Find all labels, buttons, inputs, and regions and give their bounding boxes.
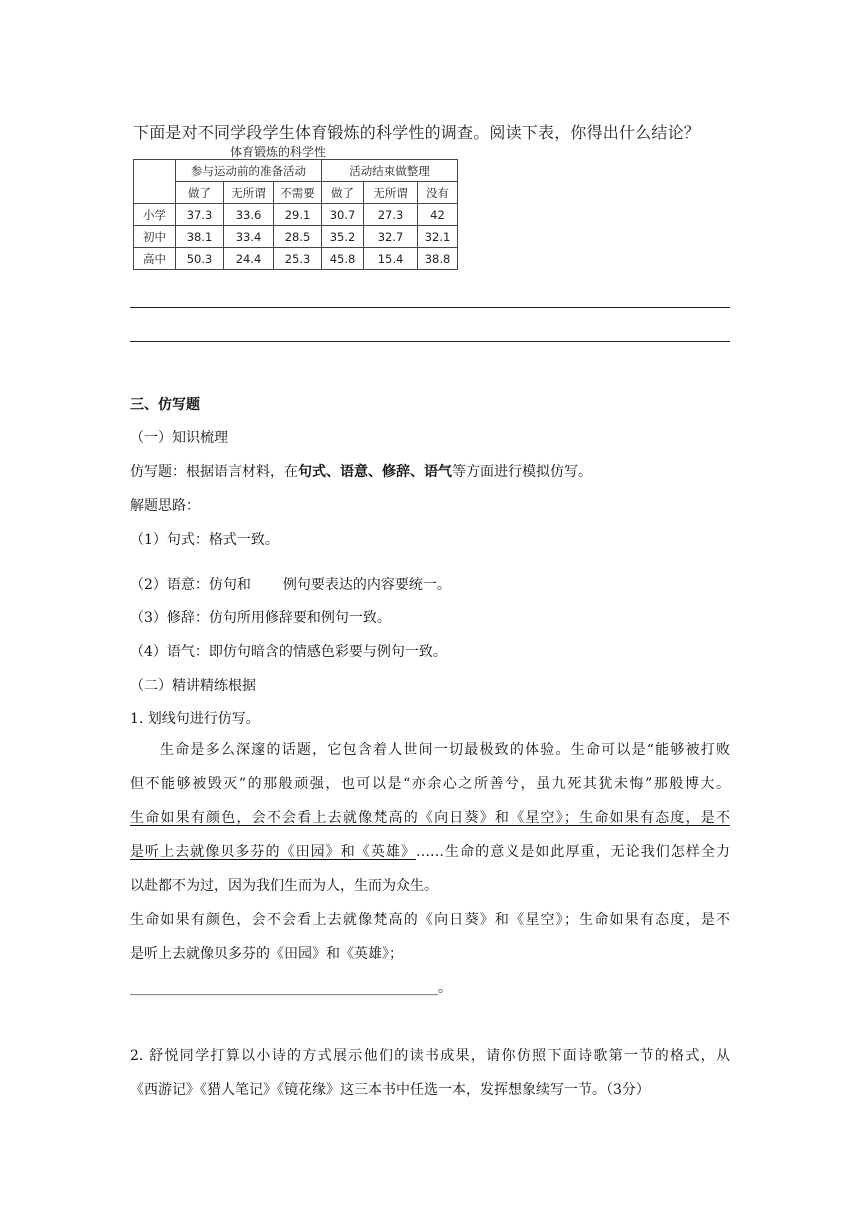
keyword: 句式 bbox=[298, 464, 326, 480]
table-group-header: 活动结束做整理 bbox=[322, 160, 458, 182]
prompt-line: 生命如果有颜色，会不会看上去就像梵高的《向日葵》和《星空》；生命如果有态度，是不 bbox=[130, 912, 730, 928]
table-sub-header: 做了 bbox=[176, 182, 224, 204]
table-cell: 30.7 bbox=[322, 204, 364, 226]
table-sub-header-row bbox=[134, 182, 458, 204]
subsection-heading: （一）知识梳理 bbox=[130, 430, 228, 446]
table-cell: 33.4 bbox=[224, 226, 274, 248]
passage-line: 但不能够被毁灭”的那般顽强，也可以是“亦余心之所善兮，虽九死其犹未悔”那般博大。 bbox=[130, 776, 730, 792]
table-row-label: 初中 bbox=[134, 226, 176, 248]
table-cell: 27.3 bbox=[364, 204, 418, 226]
keyword: 修辞 bbox=[382, 464, 410, 480]
table-cell: 42 bbox=[418, 204, 458, 226]
passage-line: 生命是多么深邃的话题，它包含着人世间一切最极致的体验。生命可以是“能够被打败 bbox=[160, 742, 730, 758]
subsection-heading: （二）精讲精练根据 bbox=[130, 678, 256, 694]
table-cell: 28.5 bbox=[274, 226, 322, 248]
point-2-text: 例句要表达的内容要统一。 bbox=[282, 577, 451, 593]
definition-text: 等方面进行模拟仿写。 bbox=[452, 464, 592, 480]
table-cell: 35.2 bbox=[322, 226, 364, 248]
table-row bbox=[134, 204, 458, 226]
table-group-header: 参与运动前的准备活动 bbox=[176, 160, 322, 182]
table-cell: 33.6 bbox=[224, 204, 274, 226]
question-1: 1. 划线句进行仿写。 bbox=[130, 711, 260, 727]
keyword: 语意 bbox=[340, 464, 368, 480]
table-cell: 32.1 bbox=[418, 226, 458, 248]
definition-text: 仿写题：根据语言材料，在 bbox=[130, 464, 298, 480]
separator: 、 bbox=[410, 464, 424, 480]
table-row-label: 高中 bbox=[134, 248, 176, 270]
separator: 、 bbox=[368, 464, 382, 480]
passage-text: ……生命的意义是如此厚重，无论我们怎样全力 bbox=[416, 844, 730, 860]
point-1: （1）句式：格式一致。 bbox=[130, 532, 279, 548]
keyword: 语气 bbox=[424, 464, 452, 480]
table-sub-header: 无所谓 bbox=[364, 182, 418, 204]
passage-line bbox=[130, 835, 730, 869]
table-cell: 32.7 bbox=[364, 226, 418, 248]
survey-table bbox=[133, 159, 458, 270]
table-row bbox=[134, 226, 458, 248]
point-4: （4）语气：即仿句暗含的情感色彩要与例句一致。 bbox=[130, 644, 447, 660]
table-cell: 45.8 bbox=[322, 248, 364, 270]
table-cell: 15.4 bbox=[364, 248, 418, 270]
table-sub-header: 做了 bbox=[322, 182, 364, 204]
point-3: （3）修辞：仿句所用修辞要和例句一致。 bbox=[130, 610, 391, 626]
definition-line bbox=[130, 462, 592, 482]
imitation-prompt bbox=[130, 903, 730, 1005]
table-title: 体育锻炼的科学性 bbox=[230, 145, 327, 159]
passage-line: 以赴都不为过，因为我们生而为人，生而为众生。 bbox=[130, 878, 438, 894]
table-row-label: 小学 bbox=[134, 204, 176, 226]
underlined-sentence: 是听上去就像贝多芬的《田园》和《英雄》 bbox=[130, 844, 416, 860]
table-row bbox=[134, 248, 458, 270]
table-sub-header: 不需要 bbox=[274, 182, 322, 204]
question-2 bbox=[130, 1039, 730, 1107]
table-corner-cell bbox=[134, 160, 176, 204]
table-group-header-row bbox=[134, 160, 458, 182]
point-2-text: （2）语意：仿句和 bbox=[130, 577, 251, 593]
separator: 、 bbox=[326, 464, 340, 480]
underlined-sentence: 生命如果有颜色，会不会看上去就像梵高的《向日葵》和《星空》；生命如果有态度，是不 bbox=[130, 810, 730, 826]
approach-heading: 解题思路： bbox=[130, 498, 200, 514]
table-cell: 29.1 bbox=[274, 204, 322, 226]
passage bbox=[130, 733, 730, 903]
table-cell: 38.8 bbox=[418, 248, 458, 270]
question-2-line: 2. 舒悦同学打算以小诗的方式展示他们的读书成果，请你仿照下面诗歌第一节的格式，从 bbox=[130, 1048, 730, 1064]
survey-question: 下面是对不同学段学生体育锻炼的科学性的调查。阅读下表，你得出什么结论？ bbox=[133, 123, 701, 142]
question-2-line: 《西游记》《猎人笔记》《镜花缘》这三本书中任选一本，发挥想象续写一节。（3分） bbox=[130, 1082, 650, 1098]
prompt-line: 是听上去就像贝多芬的《田园》和《英雄》； bbox=[130, 946, 403, 962]
table-cell: 50.3 bbox=[176, 248, 224, 270]
table-cell: 24.4 bbox=[224, 248, 274, 270]
table-sub-header: 没有 bbox=[418, 182, 458, 204]
answer-line bbox=[130, 307, 730, 308]
answer-line bbox=[130, 341, 730, 342]
table-cell: 25.3 bbox=[274, 248, 322, 270]
point-2 bbox=[130, 575, 451, 595]
table-cell: 37.3 bbox=[176, 204, 224, 226]
table-cell: 38.1 bbox=[176, 226, 224, 248]
table-sub-header: 无所谓 bbox=[224, 182, 274, 204]
answer-blank[interactable]: ____________________________________________。 bbox=[130, 980, 452, 996]
section-title: 三、仿写题 bbox=[130, 397, 200, 413]
